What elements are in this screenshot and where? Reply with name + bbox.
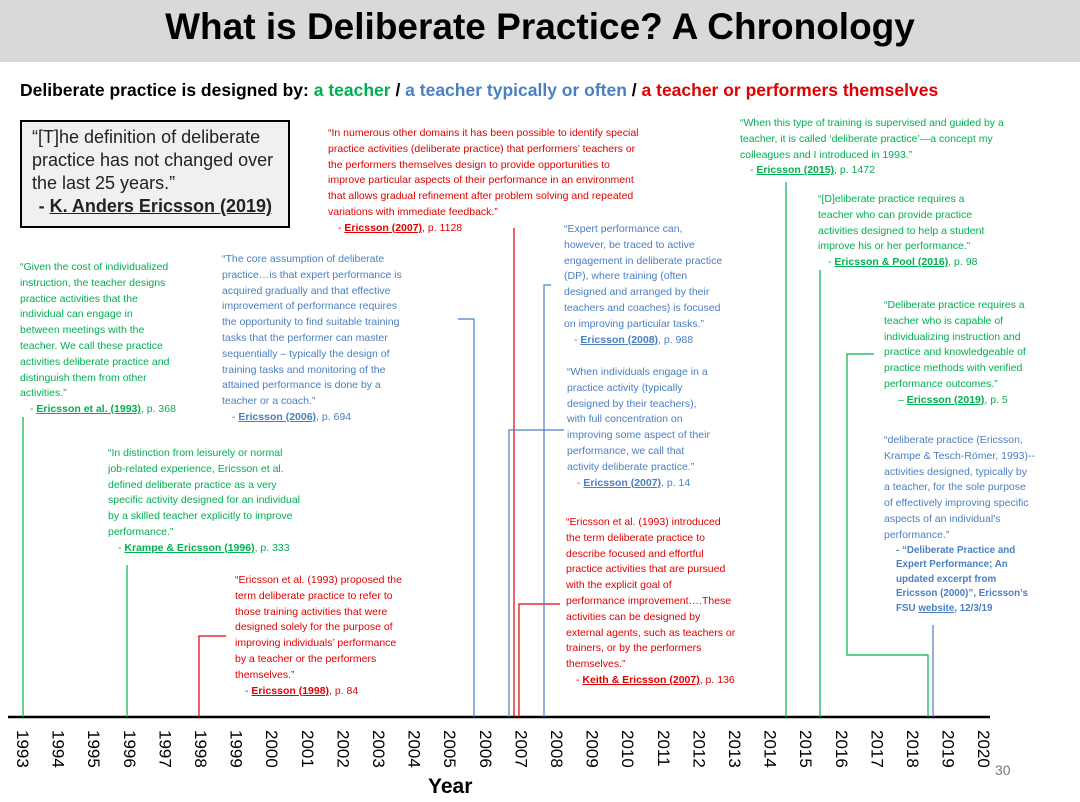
note-2006 <box>222 252 457 426</box>
year-label-text: 2004 <box>404 730 424 768</box>
note-2019-green <box>884 298 1064 409</box>
year-label-text: 1995 <box>84 730 104 768</box>
note-2008-text: “Expert performance can, however, be traced to active engagement in deliberate practice (DP), where training (often designed and arranged by their teachers and coaches) is focused on improving particular tasks.” <box>564 223 723 330</box>
year-label-2013 <box>724 730 744 770</box>
subtitle-red: a teacher or performers themselves <box>641 80 939 100</box>
year-label-2017 <box>866 730 886 770</box>
note-2019-blue-website-link[interactable]: website <box>918 602 955 614</box>
year-label-2018 <box>902 730 922 770</box>
year-label-text: 2009 <box>582 730 602 768</box>
year-label-text: 1994 <box>48 730 68 768</box>
note-2015-text: “When this type of training is supervised and guided by a teacher, it is called ‘deliberate practice’—a concept my colleagues and I introduced in 1993.” <box>740 117 1004 161</box>
year-label-2015 <box>795 730 815 770</box>
year-label-2001 <box>297 730 317 770</box>
x-axis-label: Year <box>428 775 473 798</box>
year-label-2002 <box>332 730 352 770</box>
note-2007-blue-text: “When individuals engage in a practice activity (typically designed by their teachers), with full concentration on improving some aspect of their performance, we call that activity deliberate practice.” <box>567 366 710 473</box>
year-label-1995 <box>83 730 103 770</box>
note-1993-page: , p. 368 <box>140 403 176 416</box>
note-1996 <box>108 446 358 557</box>
note-2006-page: , p. 694 <box>316 410 352 423</box>
note-2006-author: Ericsson (2006) <box>238 410 317 423</box>
year-label-text: 2005 <box>440 730 460 768</box>
note-2007-red <box>328 126 728 237</box>
note-2016-citation: - Ericsson & Pool (2016), p. 98 <box>828 256 978 269</box>
key-quote-dash: - <box>38 196 50 216</box>
year-label-2016 <box>831 730 851 770</box>
year-label-text: 2017 <box>867 730 887 768</box>
note-2019-green-text: “Deliberate practice requires a teacher who is capable of individualizing instruction and practice and knowledgeable of practice methods with verified performance outcomes.” <box>884 299 1026 390</box>
year-label-2010 <box>617 730 637 770</box>
year-label-text: 2006 <box>475 730 495 768</box>
note-1996-page: , p. 333 <box>254 541 290 554</box>
subtitle-lead: Deliberate practice is designed by: <box>20 80 314 100</box>
year-label-1999 <box>226 730 246 770</box>
year-label-text: 2014 <box>760 730 780 768</box>
note-2008-author: Ericsson (2008) <box>580 333 659 346</box>
year-label-2014 <box>760 730 780 770</box>
note-2007-blue-author: Ericsson (2007) <box>583 476 662 489</box>
year-label-text: 1999 <box>226 730 246 768</box>
year-label-1996 <box>119 730 139 770</box>
note-2019-blue-extra: “Deliberate Practice and Expert Performance; An updated excerpt from Ericsson (2000)”, Ericsson’s FSU <box>896 544 1028 614</box>
year-label-text: 2000 <box>262 730 282 768</box>
slide-title: What is Deliberate Practice? A Chronology <box>165 6 915 47</box>
year-label-2004 <box>404 730 424 770</box>
note-2007-red-citation: - Ericsson (2007), p. 1128 <box>338 221 463 234</box>
note-1996-author: Krampe & Ericsson (1996) <box>124 541 255 554</box>
connector-2007-blue <box>509 430 564 717</box>
note-2008 <box>564 222 774 348</box>
note-2007-keith <box>566 515 781 689</box>
year-label-text: 1993 <box>13 730 32 768</box>
year-label-2005 <box>439 730 459 770</box>
year-label-text: 2011 <box>653 730 673 767</box>
note-1998-author: Ericsson (1998) <box>251 684 330 697</box>
note-2019-blue-text: “deliberate practice (Ericsson, Krampe & Tesch-Römer, 1993)-- activities designed, typically by a teacher, for the sole purpose of effectively improving specific aspects of an individual’s performance.” <box>884 434 1035 541</box>
note-1996-citation: - Krampe & Ericsson (1996), p. 333 <box>118 541 290 554</box>
note-1993-text: “Given the cost of individualized instruction, the teacher designs practice activities that the individual can engage in between meetings with the teacher. We call these practice activities deliberate practice and distinguish them from other activities.” <box>20 261 170 400</box>
year-label-1998 <box>190 730 210 770</box>
note-2006-text: “The core assumption of deliberate practice…is that expert performance is acquired gradually and that effective improvement of performance requires the opportunity to find suitable training tasks that the performer can master sequentially – typically the design of training tasks and monitoring of the attained performance is done by a teacher or a coach.” <box>222 253 402 408</box>
note-2015-page: , p. 1472 <box>834 164 875 177</box>
year-label-2020 <box>973 730 993 770</box>
year-label-1994 <box>48 730 68 770</box>
connector-1998 <box>199 636 226 717</box>
note-1993-citation: - Ericsson et al. (1993), p. 368 <box>30 403 176 416</box>
year-label-1993 <box>12 730 32 770</box>
key-quote-text: “[T]he definition of deliberate practice has not changed over the last 25 years.” <box>32 127 274 193</box>
note-1993-author: Ericsson et al. (1993) <box>36 403 141 416</box>
year-label-text: 1996 <box>119 730 139 768</box>
year-label-text: 2016 <box>831 730 851 768</box>
year-label-text: 2019 <box>938 730 958 768</box>
note-2007-blue-page: , p. 14 <box>661 476 691 489</box>
year-label-2012 <box>688 730 708 770</box>
subtitle-sep-2: / <box>626 80 642 100</box>
note-2007-blue <box>567 365 767 491</box>
note-2019-blue <box>884 433 1069 616</box>
note-2006-citation: - Ericsson (2006), p. 694 <box>232 410 352 423</box>
note-2007-keith-page: , p. 136 <box>699 673 735 686</box>
note-1998-text: “Ericsson et al. (1993) proposed the term deliberate practice to refer to those training activities that were designed solely for the purpose of improving individuals’ performance by a teacher or the performers themselves.” <box>235 574 402 681</box>
note-2015-citation: - Ericsson (2015), p. 1472 <box>750 164 875 177</box>
year-label-text: 1998 <box>191 730 210 768</box>
year-label-text: 2015 <box>796 730 816 768</box>
year-label-2011 <box>653 730 673 770</box>
note-1996-text: “In distinction from leisurely or normal job-related experience, Ericsson et al. defined deliberate practice as a very specific activity designed for an individual by a skilled teacher explicitly to improve performance.” <box>108 447 301 538</box>
year-label-2000 <box>261 730 281 770</box>
note-1998 <box>235 573 450 699</box>
note-1993 <box>20 260 220 418</box>
year-label-text: 2002 <box>333 730 353 768</box>
note-2008-page: , p. 988 <box>658 333 694 346</box>
note-2015-author: Ericsson (2015) <box>756 164 835 177</box>
note-1998-page: , p. 84 <box>329 684 359 697</box>
note-2019-green-page: , p. 5 <box>984 393 1008 406</box>
note-2019-blue-source: - “Deliberate Practice and Expert Performance; An updated excerpt from Ericsson (2000)”, Ericsson’s FSU website, 12/3/19 <box>896 544 1028 614</box>
connector-2007-keith <box>519 604 560 717</box>
year-label-text: 2020 <box>974 730 994 768</box>
year-label-text: 2013 <box>725 730 744 768</box>
note-2007-keith-text: “Ericsson et al. (1993) introduced the term deliberate practice to describe focused and effortful practice activities that are pursued with the explicit goal of performance improvement….These activities can be designed by external agents, such as teachers or trainers, or by the performers themselves.” <box>566 516 736 671</box>
note-2019-blue-date: , 12/3/19 <box>954 602 993 614</box>
note-2007-keith-author: Keith & Ericsson (2007) <box>582 673 700 686</box>
connector-2006 <box>458 319 474 717</box>
year-label-text: 2003 <box>369 730 388 768</box>
year-label-text: 1997 <box>155 730 175 768</box>
note-2007-blue-citation: - Ericsson (2007), p. 14 <box>577 476 691 489</box>
note-2007-red-text: “In numerous other domains it has been possible to identify special practice activities (deliberate practice) that performers’ teachers or the performers themselves design to provide opportunities to improve particular aspects of their performance in an environment that allows gradual refinement after problem solving and repeated variations with immediate feedback.” <box>328 127 639 218</box>
note-2016-page: , p. 98 <box>948 256 978 269</box>
note-2019-green-author: Ericsson (2019) <box>906 393 985 406</box>
note-2019-green-citation: – Ericsson (2019), p. 5 <box>898 393 1008 406</box>
note-2008-citation: - Ericsson (2008), p. 988 <box>574 333 694 346</box>
note-2016 <box>818 192 1048 271</box>
year-label-text: 2008 <box>547 730 566 768</box>
year-label-2019 <box>938 730 958 770</box>
subtitle-sep-1: / <box>390 80 406 100</box>
note-2007-red-page: , p. 1128 <box>422 221 463 234</box>
page-number: 30 <box>995 762 1011 778</box>
note-2007-keith-citation: - Keith & Ericsson (2007), p. 136 <box>576 673 735 686</box>
year-label-2007 <box>510 730 530 770</box>
subtitle-blue: a teacher typically or often <box>405 80 627 100</box>
note-2015 <box>740 116 1070 179</box>
year-label-2008 <box>546 730 566 770</box>
connector-2008 <box>544 285 551 717</box>
note-1998-citation: - Ericsson (1998), p. 84 <box>245 684 359 697</box>
year-label-2006 <box>475 730 495 770</box>
year-label-1997 <box>154 730 174 770</box>
year-label-2003 <box>368 730 388 770</box>
note-2016-author: Ericsson & Pool (2016) <box>834 256 949 269</box>
year-label-2009 <box>582 730 602 770</box>
note-2007-red-author: Ericsson (2007) <box>344 221 423 234</box>
year-label-text: 2007 <box>511 730 531 768</box>
year-label-text: 2018 <box>903 730 922 768</box>
key-quote-author: K. Anders Ericsson (2019) <box>49 196 272 216</box>
year-label-text: 2001 <box>297 730 317 768</box>
year-label-text: 2012 <box>689 730 709 768</box>
note-2016-text: “[D]eliberate practice requires a teacher who can provide practice activities designed to help a student improve his or her performance.” <box>818 193 985 253</box>
subtitle-green: a teacher <box>313 80 391 100</box>
year-label-text: 2010 <box>618 730 638 768</box>
